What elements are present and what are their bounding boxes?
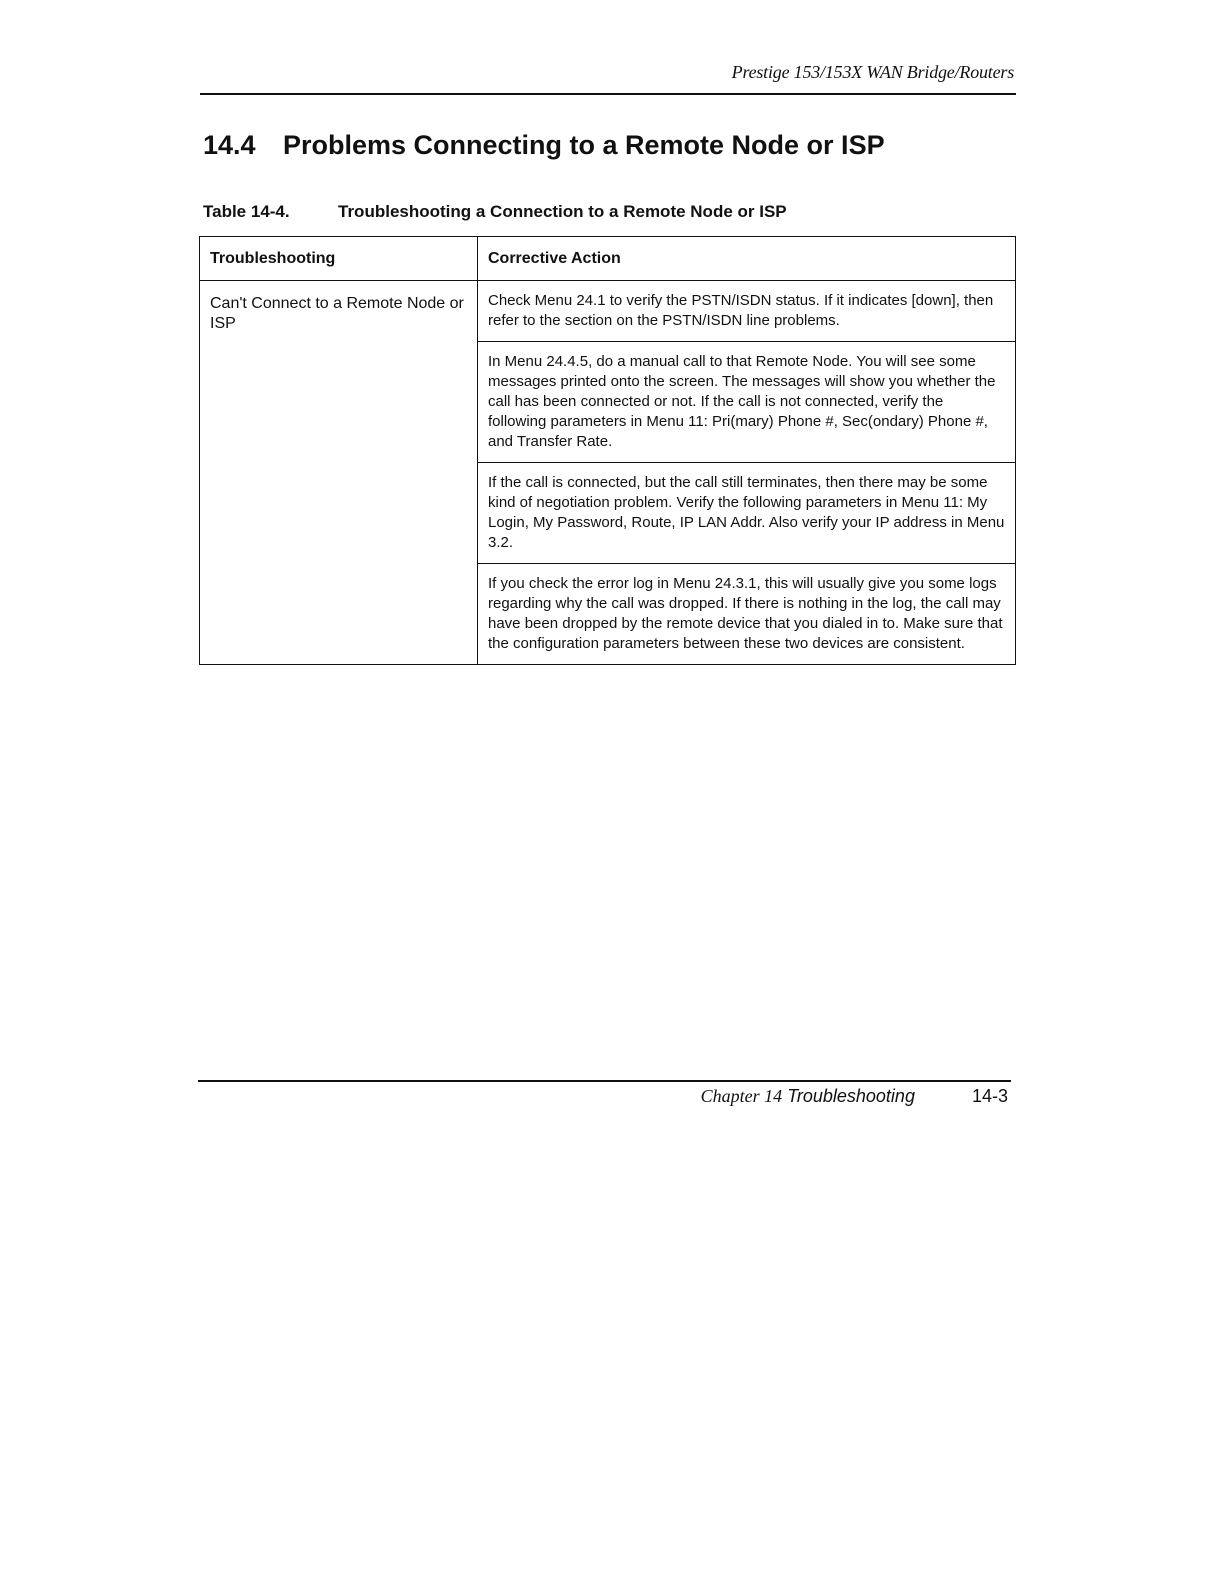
- header-rule: [200, 93, 1016, 95]
- header-troubleshooting: Troubleshooting: [200, 237, 478, 281]
- troubleshooting-table: [199, 236, 1016, 665]
- table-header-row: [200, 237, 1016, 281]
- table-caption-label: Table 14-4.: [203, 202, 290, 221]
- section-heading: [203, 130, 885, 161]
- header-corrective-action: Corrective Action: [478, 237, 1016, 281]
- page-number: 14-3: [971, 1086, 1008, 1106]
- problem-cell: Can't Connect to a Remote Node or ISP: [200, 281, 478, 665]
- running-header: Prestige 153/153X WAN Bridge/Routers: [731, 62, 1014, 82]
- footer-rule: [198, 1080, 1011, 1082]
- table-caption: [203, 202, 787, 222]
- action-cell-1: Check Menu 24.1 to verify the PSTN/ISDN status. If it indicates [down], then refer to the section on the PSTN/ISDN line problems.: [478, 281, 1016, 342]
- action-cell-2: In Menu 24.4.5, do a manual call to that Remote Node. You will see some messages printed onto the screen. The messages will show you whether the call has been connected or not. If the call is not connected, verify the following parameters in Menu 11: Pri(mary) Phone #, Sec(ondary) Phone #, and Transfer Rate.: [478, 342, 1016, 463]
- section-number: 14.4: [203, 130, 256, 160]
- page-footer: [200, 1086, 1008, 1107]
- footer-chapter: Chapter 14: [700, 1086, 783, 1106]
- footer-chapter-title: Troubleshooting: [787, 1086, 915, 1106]
- table-caption-title: Troubleshooting a Connection to a Remote Node or ISP: [338, 202, 787, 221]
- table-row: [200, 281, 1016, 342]
- action-cell-4: If you check the error log in Menu 24.3.1, this will usually give you some logs regarding why the call was dropped. If there is nothing in the log, the call may have been dropped by the remote device that you dialed in to. Make sure that the configuration parameters between these two devices are consistent.: [478, 564, 1016, 665]
- action-cell-3: If the call is connected, but the call still terminates, then there may be some kind of negotiation problem. Verify the following parameters in Menu 11: My Login, My Password, Route, IP LAN Addr. Also verify your IP address in Menu 3.2.: [478, 463, 1016, 564]
- section-title: Problems Connecting to a Remote Node or ISP: [283, 130, 885, 160]
